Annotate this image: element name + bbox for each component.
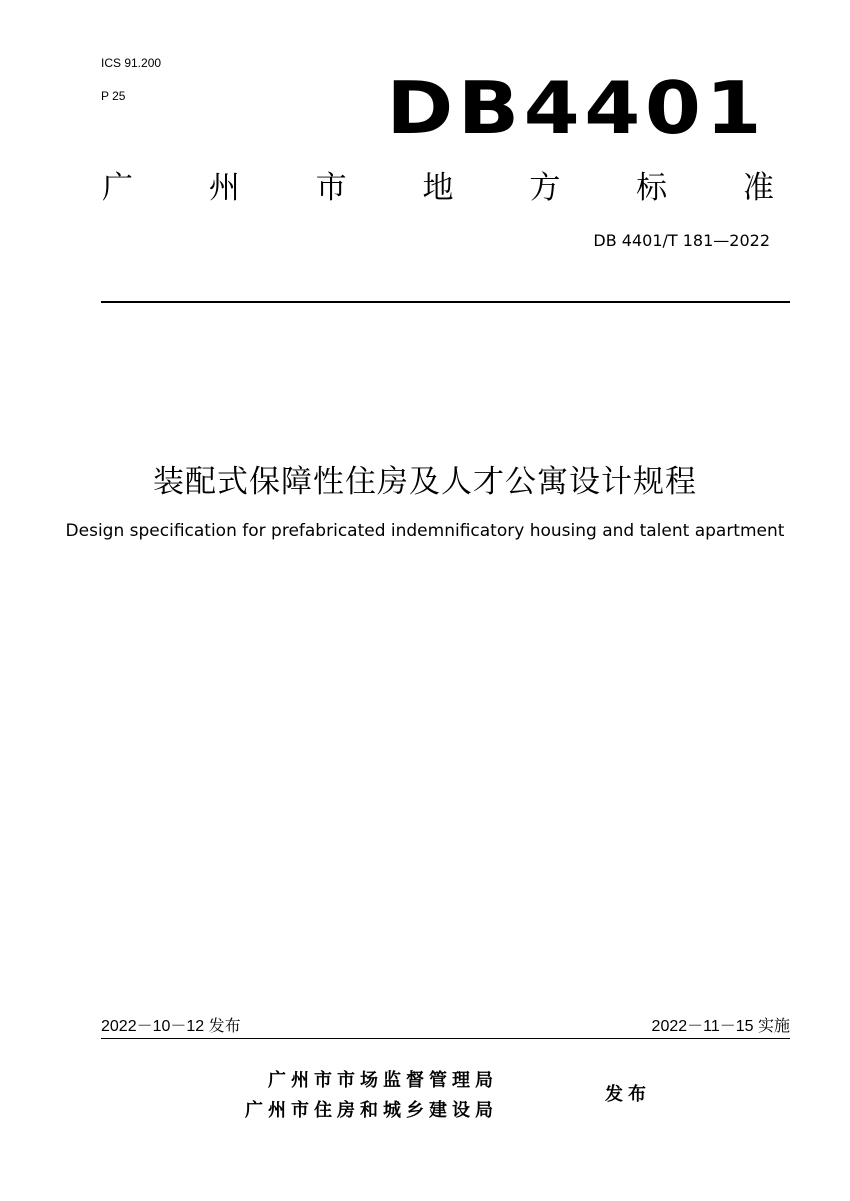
standard-type-char: 市 xyxy=(315,170,347,206)
publisher-name: 广州市市场监督管理局 xyxy=(268,1070,498,1091)
standard-type-char: 地 xyxy=(422,170,454,206)
standard-type-char: 方 xyxy=(529,170,561,206)
bottom-divider xyxy=(101,1038,790,1039)
top-divider xyxy=(101,301,790,303)
standard-type-char: 广 xyxy=(102,170,133,206)
ics-code: ICS 91.200 xyxy=(101,56,162,70)
title-english: Design specification for prefabricated indemnificatory housing and talent apartment xyxy=(65,521,785,541)
publisher-name: 广州市住房和城乡建设局 xyxy=(245,1100,498,1121)
issue-date: 2022－10－12 发布 xyxy=(101,1018,241,1035)
ccs-code: P 25 xyxy=(101,89,126,103)
standard-type xyxy=(102,167,774,209)
implementation-date: 2022－11－15 实施 xyxy=(651,1018,790,1035)
standard-type-char: 准 xyxy=(742,170,774,206)
publish-label: 发布 xyxy=(605,1084,651,1105)
standard-type-char: 标 xyxy=(636,170,668,206)
standard-number: DB 4401/T 181—2022 xyxy=(593,231,770,250)
title-chinese: 装配式保障性住房及人才公寓设计规程 xyxy=(153,464,697,500)
db-logo: DB4401 xyxy=(386,66,766,150)
standard-type-char: 州 xyxy=(208,170,240,206)
